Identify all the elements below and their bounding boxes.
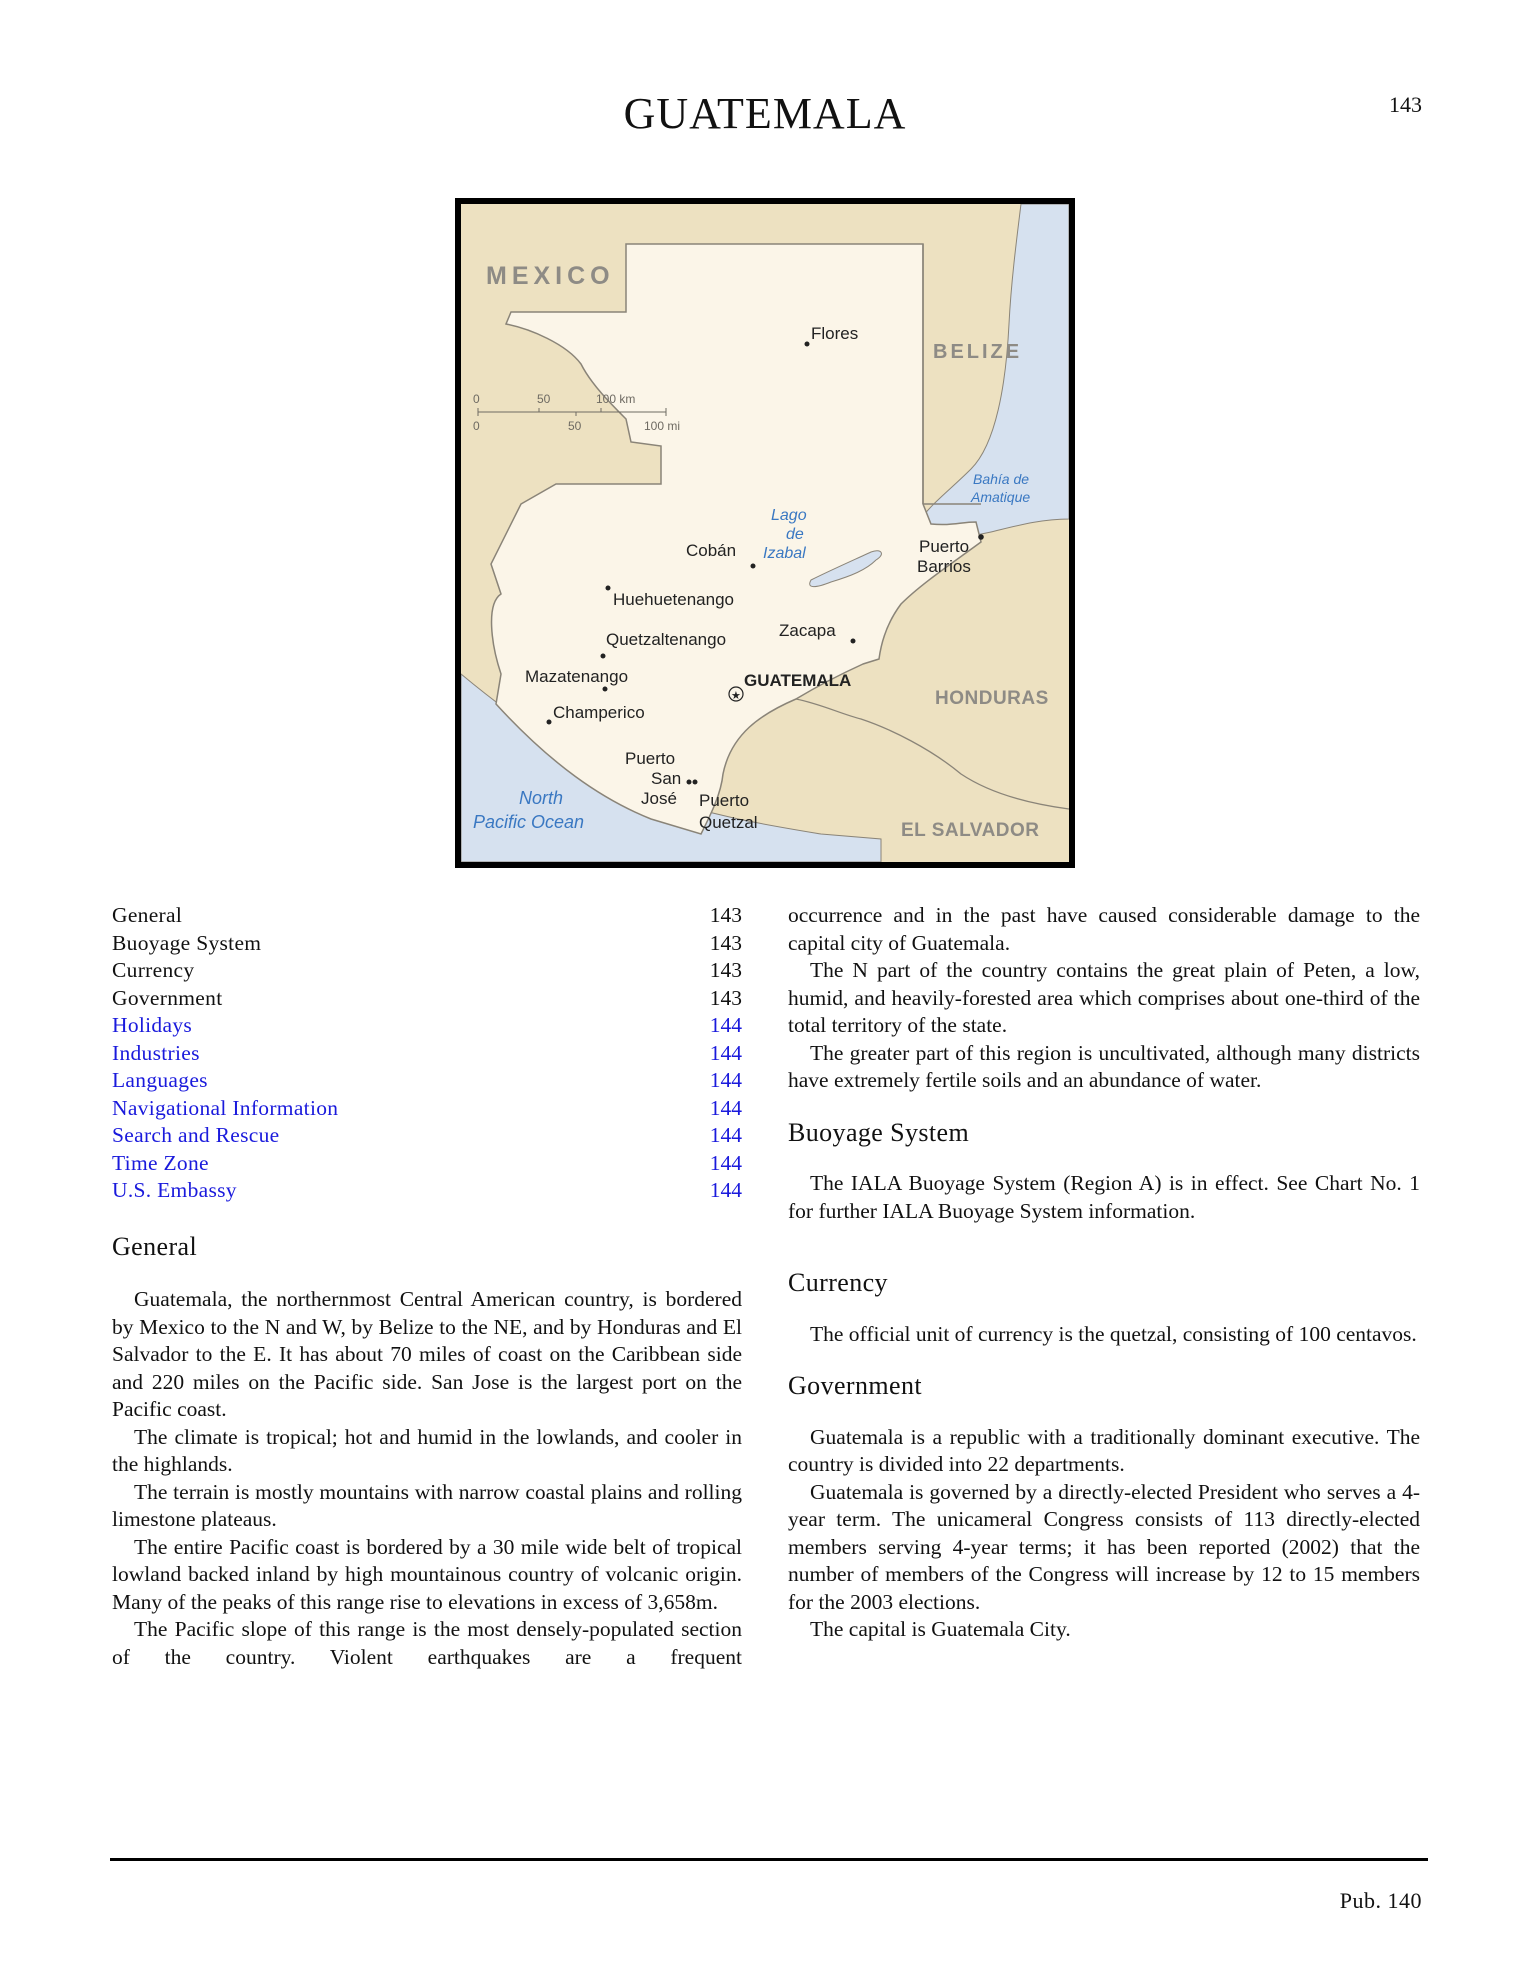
general-paragraph-1: Guatemala, the northernmost Central American country, is bordered by Mexico to the N and W, by Belize to the NE, and by Honduras and El Salvador to the E. It has about 70 miles of coast on the Caribbean side and 220 miles on the Pacific side. San Jose is the largest port on the Pacific coast.: [112, 1287, 742, 1421]
svg-text:100 km: 100 km: [596, 392, 636, 406]
city-dot-champerico: [547, 720, 552, 725]
general-paragraph-5-continued: occurrence and in the past have caused considerable damage to the capital city of Guatemala.: [788, 903, 1420, 955]
city-huehuetenango: Huehuetenango: [613, 590, 735, 609]
city-dot-mazatenango: [603, 687, 608, 692]
heading-currency: Currency: [788, 1268, 888, 1297]
heading-buoyage-system: Buoyage System: [788, 1117, 970, 1147]
label-belize: BELIZE: [933, 341, 1023, 363]
city-dot-zacapa: [851, 639, 856, 644]
toc-link-holidays[interactable]: Holidays 144: [112, 1013, 742, 1037]
toc-item-buoyage-system[interactable]: Buoyage System 143: [112, 930, 742, 955]
svg-text:100 mi: 100 mi: [644, 419, 681, 433]
buoyage-paragraph-1: The IALA Buoyage System (Region A) is in effect. See Chart No. 1 for further IALA Buoyage System information.: [788, 1171, 1420, 1223]
toc-link-search-and-rescue[interactable]: Search and Rescue 144: [112, 1123, 742, 1147]
label-mexico: MEXICO: [486, 262, 615, 290]
city-puerto-san-jose-2: San: [651, 769, 682, 788]
left-column: [112, 902, 742, 1671]
general-paragraph-3: The terrain is mostly mountains with narrow coastal plains and rolling limestone plateaus.: [112, 1479, 742, 1531]
city-zacapa: Zacapa: [779, 621, 836, 640]
city-champerico: Champerico: [553, 703, 645, 722]
label-lago-3: Izabal: [763, 545, 806, 562]
toc-link-time-zone[interactable]: Time Zone 144: [112, 1150, 742, 1175]
label-capital: GUATEMALA: [744, 671, 852, 690]
label-lago-2: de: [786, 526, 804, 543]
map-svg: [461, 204, 1069, 862]
city-puerto-quetzal-1: Puerto: [699, 791, 750, 810]
general-paragraph-7: The greater part of this region is uncultivated, although many districts have extremely fertile soils and an abundance of water.: [788, 1040, 1420, 1092]
city-flores: Flores: [811, 324, 859, 343]
svg-text:50: 50: [568, 419, 582, 433]
label-el-salvador: EL SALVADOR: [901, 820, 1040, 841]
footer-rule: [110, 1858, 1428, 1861]
city-dot-puerto-san-jose: [687, 780, 692, 785]
page-number: 143: [1389, 92, 1422, 117]
toc-item-government[interactable]: Government 143: [112, 985, 742, 1010]
city-coban: Cobán: [686, 541, 737, 560]
right-column: [788, 902, 1420, 1644]
table-of-contents: [112, 902, 742, 1205]
government-paragraph-1: Guatemala is a republic with a traditionally dominant executive. The country is divided into 22 departments.: [788, 1424, 1420, 1476]
toc-item-general[interactable]: General 143: [112, 903, 742, 927]
svg-text:50: 50: [537, 392, 551, 406]
general-paragraph-5: The Pacific slope of this range is the most densely-populated section of the country. Violent earthquakes are a frequent: [112, 1617, 742, 1669]
city-puerto-barrios-2: Barrios: [917, 557, 971, 576]
label-pacific-2: Pacific Ocean: [473, 812, 585, 832]
heading-general: General: [112, 1231, 198, 1261]
heading-government: Government: [788, 1371, 922, 1400]
general-paragraph-6: The N part of the country contains the great plain of Peten, a low, humid, and heavily-forested area which comprises about one-third of the total territory of the state.: [788, 958, 1420, 1037]
guatemala-map: [455, 198, 1075, 868]
toc-link-us-embassy[interactable]: U.S. Embassy 144: [112, 1178, 742, 1202]
city-puerto-quetzal-2: Quetzal: [699, 813, 758, 832]
publication-number: Pub. 140: [1339, 1888, 1422, 1913]
toc-link-industries[interactable]: Industries 144: [112, 1040, 742, 1065]
currency-paragraph-1: The official unit of currency is the quetzal, consisting of 100 centavos.: [810, 1321, 1417, 1346]
svg-text:★: ★: [731, 690, 741, 702]
general-paragraph-2: The climate is tropical; hot and humid in the lowlands, and cooler in the highlands.: [112, 1424, 742, 1476]
government-paragraph-3: The capital is Guatemala City.: [810, 1617, 1071, 1641]
toc-link-navigational-information[interactable]: Navigational Information 144: [112, 1095, 742, 1120]
general-paragraph-4: The entire Pacific coast is bordered by a 30 mile wide belt of tropical lowland backed inland by high mountainous country of volcanic origin. Many of the peaks of this range rise to elevations in excess of 3,658m.: [112, 1534, 742, 1614]
city-dot-flores: [805, 342, 810, 347]
city-mazatenango: Mazatenango: [525, 667, 629, 686]
city-quetzaltenango: Quetzaltenango: [606, 630, 727, 649]
city-puerto-san-jose-3: José: [641, 789, 677, 808]
government-paragraph-2: Guatemala is governed by a directly-elected President who serves a 4-year term. The unicameral Congress consists of 113 directly-elected members serving 4-year terms; it has been reported (2002) that the number of members of the Congress will increase by 12 to 15 members for the 2003 elections.: [788, 1479, 1420, 1614]
city-dot-puerto-quetzal: [693, 780, 698, 785]
toc-link-languages[interactable]: Languages 144: [112, 1068, 742, 1092]
label-lago-1: Lago: [771, 507, 807, 524]
city-dot-coban: [751, 564, 756, 569]
svg-text:0: 0: [473, 419, 480, 433]
city-dot-huehuetenango: [606, 586, 611, 591]
page-title: GUATEMALA: [623, 89, 907, 138]
city-puerto-san-jose-1: Puerto: [625, 749, 676, 768]
label-honduras: HONDURAS: [935, 688, 1049, 709]
toc-item-currency[interactable]: Currency 143: [112, 958, 742, 982]
svg-text:0: 0: [473, 392, 480, 406]
label-bahia-1: Bahía de: [973, 471, 1030, 487]
city-dot-puerto-barrios: [978, 534, 984, 540]
label-bahia-2: Amatique: [971, 489, 1031, 505]
label-pacific-1: North: [519, 788, 564, 808]
city-dot-quetzaltenango: [601, 654, 606, 659]
city-puerto-barrios-1: Puerto: [919, 537, 970, 556]
